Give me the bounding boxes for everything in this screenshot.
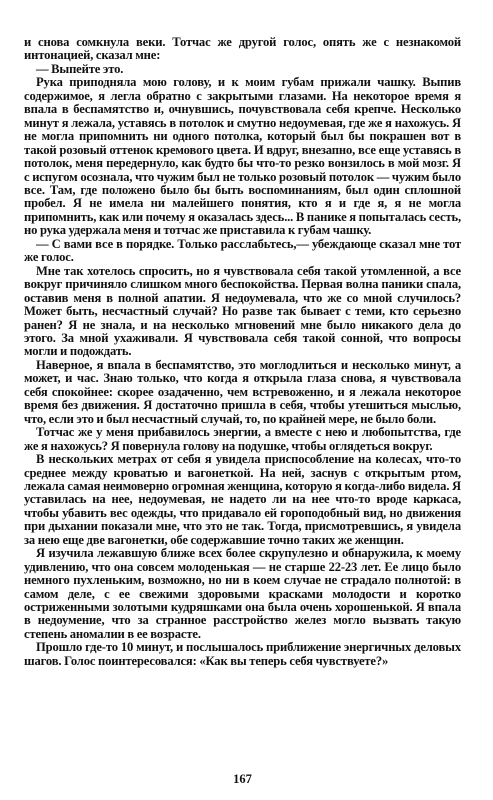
paragraph: — С вами все в порядке. Только расслабьтесь,— убеждающе сказал мне тот же голос. [24,236,461,265]
text-column [24,36,461,668]
paragraph: Наверное, я впала в беспамятство, это моглодлиться и несколько минут, а может, и час. Знаю только, что когда я открыла глаза снова, я чувствовала себя спокойнее: скорее озадаченно, чем встревоженно, и я лежала некоторое время без движения. Я достаточно пришла в себя, чтобы утешиться мыслью, что, если это и был несчастный случай, то, по крайней мере, не было боли. [24,357,461,426]
paragraph: Мне так хотелось спросить, но я чувствовала себя такой утомленной, а все вокруг причиняло слишком много беспокойства. Первая волна паники спала, оставив меня в полной апатии. Я недоумевала, что же со мной случилось? Может быть, несчастный случай? Но разве так бывает с теми, кто серьезно ранен? Я не знала, и на несколько мгновений мне было никакого дела до этого. За мной ухаживали. Я чувствовала себя такой сонной, что вопросы могли и подождать. [24,263,461,359]
paragraph: Рука приподняла мою голову, и к моим губам прижали чашку. Выпив содержимое, я легла обратно с закрытыми глазами. На некоторое время я впала в беспамятство и, очнувшись, почувствовала себя крепче. Несколько минут я лежала, уставясь в потолок и смутно недоумевая, где же я нахожусь. Я не могла припомнить ни одного потолка, который был бы покрашен вот в такой розовый оттенок кремового цвета. И вдруг, внезапно, все еще уставясь в потолок, меня передернуло, как будто бы что-то резко вонзилось в мой мозг. Я с испугом осознала, что чужим был не только розовый потолок — чужим было все. Там, где положено было бы быть воспоминаниям, был один сплошной пробел. Я не имела ни малейшего понятия, кто я и где я, я не могла припомнить, как или почему я оказалась здесь... В панике я попыталась сесть, но рука удержала меня и тотчас же приставила к губам чашку. [24,75,461,238]
paragraph: — Выпейте это. [36,61,124,76]
paragraph: Тотчас же у меня прибавилось энергии, а вместе с нею и любопытства, где же я нахожусь? Я повернула голову на подушке, чтобы оглядеться вокруг. [24,425,461,453]
paragraph: В нескольких метрах от себя я увидела приспособление на колесах, что-то среднее между кроватью и вагонеткой. На ней, заснув с открытым ртом, лежала самая неимоверно огромная женщина, которую я когда-либо видела. Я уставилась на нее, недоумевая, не надето ли на нее что-то вроде каркаса, чтобы убавить вес одежды, что придавало ей гороподобный вид, но движения при дыхании показали мне, что это не так. Тогда, присмотревшись, я увидела за нею еще две вагонетки, обе содержавшие точно таких же женщин. [24,452,461,547]
paragraph: Я изучила лежавшую ближе всех более скрупулезно и обнаружила, к моему удивлению, что она совсем молоденькая — не старше 22-23 лет. Ее лицо было немного пухленьким, возможно, но ни в коем случае не страдало полнотой: в самом деле, с ее свежими здоровыми красками молодости и коротко остриженными золотыми кудряшками она была очень хорошенькой. Я впала в недоумение, что за странное расстройство желез могло вызвать такую степень аномалии в ее возрасте. [24,546,461,641]
page-number: 167 [233,772,252,786]
paragraph: и снова сомкнула веки. Тотчас же другой голос, опять же с незнакомой интонацией, сказал мне: [24,35,461,63]
paragraph: Прошло где-то 10 минут, и послышалось приближение энергичных деловых шагов. Голос поинтересовался: «Как вы теперь себя чувствуете?» [24,640,461,668]
